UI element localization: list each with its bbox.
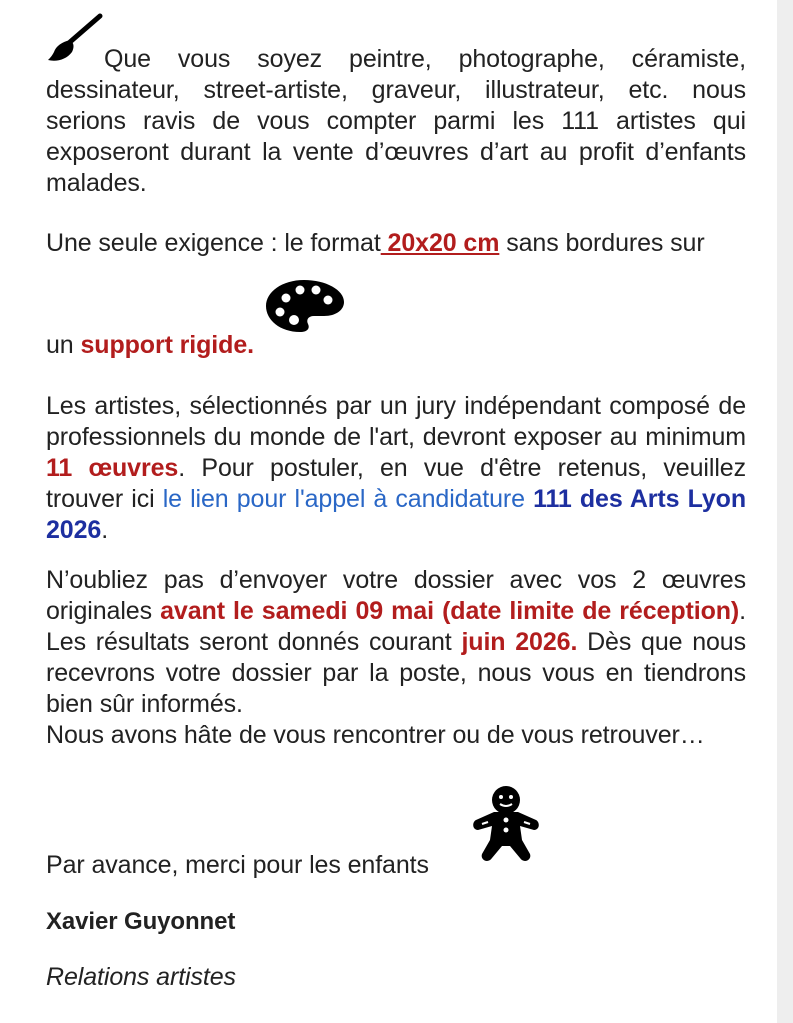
requirement-suffix: sans bordures sur <box>499 229 705 257</box>
signature-name: Xavier Guyonnet <box>46 908 236 935</box>
selection-paragraph <box>46 391 746 546</box>
deadline-paragraph <box>46 565 746 720</box>
application-link[interactable]: le lien pour l'appel à candidature <box>162 485 525 513</box>
deadline-text-3: Dès que nous recevrons votre dossier par la poste, nous vous en tiendrons bien sûr informés. <box>46 628 747 718</box>
intro-paragraph: Que vous soyez peintre, photographe, céramiste, dessinateur, street-artiste, graveur, illustrateur, etc. nous serions ravis de vous compter parmi les 111 artistes qui exposeront durant la vente d’œuvres d’art au profit d’enfants malades. <box>46 45 746 197</box>
selection-text-1: Les artistes, sélectionnés par un jury indépendant composé de professionnels du monde de l'art, devront exposer au minimum <box>46 392 746 451</box>
requirement-paragraph <box>46 228 746 259</box>
requirement-line2-prefix: un <box>46 331 81 359</box>
scroll-gutter[interactable] <box>777 0 793 1023</box>
support-rigide: support rigide. <box>80 331 254 359</box>
palette-icon <box>264 278 346 334</box>
event-name: 111 des Arts Lyon 2026 <box>46 485 746 544</box>
selection-end: . <box>101 516 109 544</box>
thanks-line: Par avance, merci pour les enfants <box>46 851 429 879</box>
deadline-date: avant le samedi 09 mai (date limite de réception) <box>160 597 740 625</box>
selection-text-2: . Pour postuler, en vue d'être retenus, veuillez trouver ici <box>46 454 746 513</box>
signature-role: Relations artistes <box>46 963 236 991</box>
deadline-text-2: . Les résultats seront donnés courant <box>46 597 746 656</box>
closing-line: Nous avons hâte de vous rencontrer ou de vous retrouver… <box>46 721 705 749</box>
min-works: 11 œuvres <box>46 454 179 482</box>
deadline-text-1: N’oubliez pas d’envoyer votre dossier avec vos 2 œuvres originales <box>46 566 746 625</box>
selection-space <box>525 485 533 513</box>
format-size: 20x20 cm <box>380 229 500 257</box>
requirement-line-2 <box>46 330 746 361</box>
results-month: juin 2026. <box>461 628 578 656</box>
requirement-prefix: Une seule exigence : le format <box>46 229 381 257</box>
